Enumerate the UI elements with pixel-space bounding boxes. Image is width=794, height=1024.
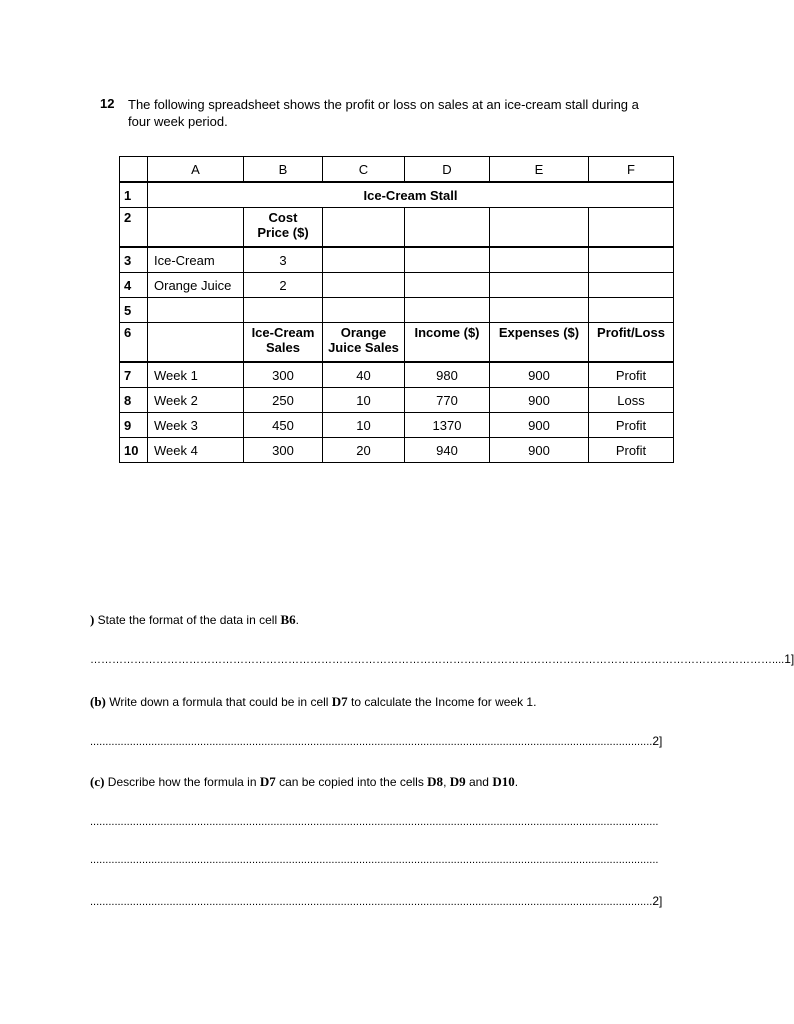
part-c-question: [90, 774, 518, 790]
col-header-f: F: [589, 157, 674, 183]
dot-leader: ........................................................................................................................................................................................: [90, 896, 653, 908]
cell-b: 2: [244, 273, 323, 298]
sheet-title-cell: Ice-Cream Stall: [148, 182, 674, 208]
cell-d: [405, 247, 490, 273]
question-number: 12: [100, 96, 115, 111]
part-c-end: .: [514, 775, 519, 789]
cell-f: [589, 298, 674, 323]
mark-a: 1]: [784, 652, 794, 666]
cell-f: Profit: [589, 362, 674, 388]
cell-c: [323, 208, 405, 248]
part-b-cell: D7: [331, 694, 348, 709]
row-number: 2: [120, 208, 148, 248]
cell-d: [405, 208, 490, 248]
cell-d: 1370: [405, 413, 490, 438]
cell-b: 450: [244, 413, 323, 438]
part-c-cell-d8: D8: [427, 774, 444, 789]
cell-d: 940: [405, 438, 490, 463]
cell-b: 250: [244, 388, 323, 413]
cell-a: [148, 298, 244, 323]
answer-line-b: [90, 734, 663, 748]
cell-c: 10: [323, 413, 405, 438]
dot-leader: ..........................................................................................................................................................................................: [90, 816, 659, 828]
part-c-sep: ,: [443, 775, 450, 789]
table-row: [120, 323, 674, 363]
mark-c: 2]: [652, 894, 663, 908]
cell-b: Ice-Cream Sales: [244, 323, 323, 363]
cell-b: 3: [244, 247, 323, 273]
dot-leader: ........................................................................................................................................................................................: [90, 736, 653, 748]
cell-a: [148, 323, 244, 363]
cell-c: 10: [323, 388, 405, 413]
part-a-text: State the format of the data in cell: [94, 613, 281, 627]
spreadsheet-table: [119, 156, 674, 463]
answer-line-c2: [90, 854, 659, 866]
part-c-text: Describe how the formula in: [104, 775, 260, 789]
answer-line-a: [90, 652, 794, 666]
cell-d: 770: [405, 388, 490, 413]
cell-c: [323, 273, 405, 298]
cell-f: [589, 208, 674, 248]
cell-e: 900: [490, 388, 589, 413]
cell-b: Cost Price ($): [244, 208, 323, 248]
cell-f: Profit: [589, 413, 674, 438]
dot-leader: ..........................................................................................................................................................................................: [90, 854, 659, 866]
cell-e: 900: [490, 438, 589, 463]
row-number: 4: [120, 273, 148, 298]
cell-d: 980: [405, 362, 490, 388]
row-number: 3: [120, 247, 148, 273]
part-b-end: to calculate the Income for week 1.: [347, 695, 537, 709]
cell-c: 20: [323, 438, 405, 463]
cell-b: 300: [244, 438, 323, 463]
cell-a: [148, 208, 244, 248]
answer-line-c1: [90, 816, 659, 828]
part-c-cell-d10: D10: [492, 774, 515, 789]
cell-e: 900: [490, 362, 589, 388]
part-b-text: Write down a formula that could be in cell: [105, 695, 332, 709]
row-number: 5: [120, 298, 148, 323]
row-number: 7: [120, 362, 148, 388]
cell-f: Profit/Loss: [589, 323, 674, 363]
table-row: [120, 208, 674, 248]
cell-e: [490, 247, 589, 273]
cell-a: Week 2: [148, 388, 244, 413]
table-row: [120, 182, 674, 208]
row-number: 10: [120, 438, 148, 463]
cell-e: [490, 298, 589, 323]
row-number: 9: [120, 413, 148, 438]
part-c-and: and: [465, 775, 493, 789]
col-header-e: E: [490, 157, 589, 183]
table-row: [120, 413, 674, 438]
part-c-label: (c): [90, 774, 105, 789]
corner-cell: [120, 157, 148, 183]
part-a-question: [90, 612, 299, 628]
mark-b: 2]: [652, 734, 663, 748]
col-header-b: B: [244, 157, 323, 183]
part-c-cell-d9: D9: [449, 774, 466, 789]
dot-leader: ……………………………………………………………………………………………………………………………………………………………………....: [90, 654, 785, 666]
cell-a: Week 3: [148, 413, 244, 438]
part-c-cell: D7: [259, 774, 276, 789]
cell-b: 300: [244, 362, 323, 388]
part-b-question: [90, 694, 536, 710]
part-a-end: .: [295, 613, 299, 627]
part-c-mid: can be copied into the cells: [275, 775, 428, 789]
cell-f: [589, 273, 674, 298]
table-row: [120, 298, 674, 323]
cell-e: [490, 273, 589, 298]
table-row: [120, 362, 674, 388]
cell-c: 40: [323, 362, 405, 388]
cell-e: [490, 208, 589, 248]
part-b-label: (b): [90, 694, 106, 709]
cell-c: [323, 298, 405, 323]
row-number: 6: [120, 323, 148, 363]
row-number: 8: [120, 388, 148, 413]
column-header-row: [120, 157, 674, 183]
cell-e: Expenses ($): [490, 323, 589, 363]
table-row: [120, 247, 674, 273]
cell-a: Ice-Cream: [148, 247, 244, 273]
cell-f: Loss: [589, 388, 674, 413]
table-row: [120, 273, 674, 298]
part-a-label: ): [90, 612, 95, 627]
col-header-a: A: [148, 157, 244, 183]
col-header-d: D: [405, 157, 490, 183]
row-number: 1: [120, 182, 148, 208]
cell-a: Orange Juice: [148, 273, 244, 298]
cell-f: [589, 247, 674, 273]
cell-a: Week 1: [148, 362, 244, 388]
cell-d: Income ($): [405, 323, 490, 363]
cell-a: Week 4: [148, 438, 244, 463]
question-intro: The following spreadsheet shows the profit or loss on sales at an ice-cream stall during a four week period.: [128, 97, 639, 129]
cell-c: Orange Juice Sales: [323, 323, 405, 363]
part-a-cell: B6: [280, 612, 296, 627]
cell-b: [244, 298, 323, 323]
table-row: [120, 388, 674, 413]
col-header-c: C: [323, 157, 405, 183]
cell-f: Profit: [589, 438, 674, 463]
table-row: [120, 438, 674, 463]
cell-c: [323, 247, 405, 273]
answer-line-c3: [90, 894, 663, 908]
cell-e: 900: [490, 413, 589, 438]
cell-d: [405, 273, 490, 298]
cell-d: [405, 298, 490, 323]
